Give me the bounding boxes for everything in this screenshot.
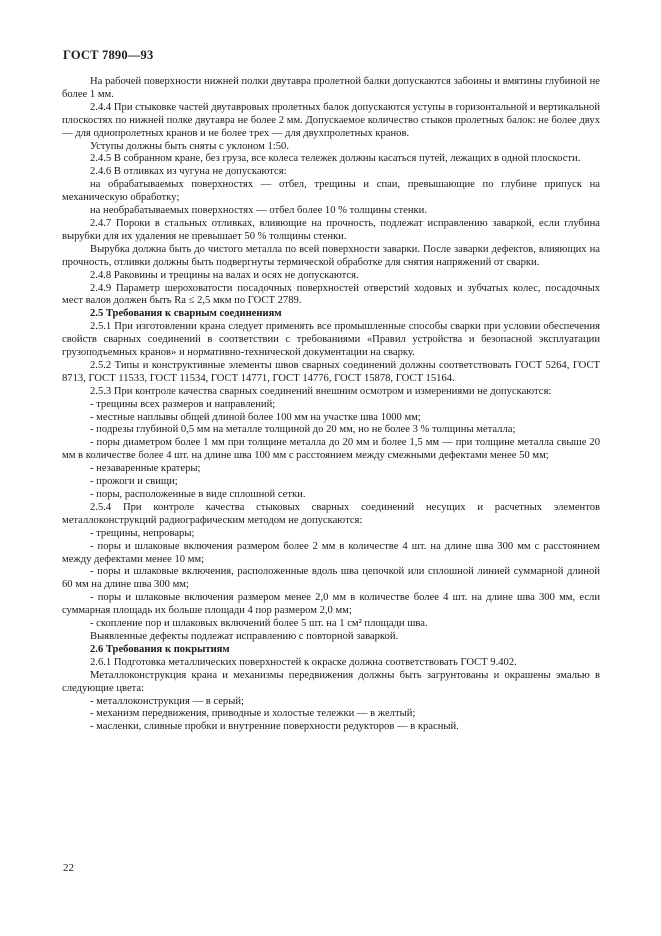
list-item: - трещины всех размеров и направлений; [90, 398, 276, 410]
list-item: - трещины, непровары; [90, 527, 195, 539]
paragraph: 2.4.6 В отливках из чугуна не допускаются: [90, 166, 287, 178]
paragraph: 2.4.4 При стыковке частей двутавровых пролетных балок допускаются уступы в горизонтальной и вертикальной плоскостях по нижней полке двутавра не более 2 мм. Допускаемое количество стыков пролетных балок: не более двух — для однопролетных кранов и не более трех — для двухпролетных кранов. [62, 101, 600, 139]
paragraph: на необрабатываемых поверхностях — отбел более 10 % толщины стенки. [90, 205, 427, 217]
paragraph: 2.4.8 Раковины и трещины на валах и осях не допускаются. [90, 269, 359, 281]
paragraph: Вырубка должна быть до чистого металла по всей поверхности заварки. После заварки дефектов, влияющих на прочность, отливки должны быть подвергнуты термической обработке для снятия напряжений от сварки. [62, 243, 600, 268]
list-item: - поры и шлаковые включения размером менее 2,0 мм в количестве более 4 шт. на длине шва 300 мм, если суммарная площадь их больше площади 4 пор размером 2,0 мм; [62, 592, 600, 617]
list-item: - масленки, сливные пробки и внутренние поверхности редукторов — в красный. [90, 721, 459, 733]
paragraph: На рабочей поверхности нижней полки двутавра пролетной балки допускаются забоины и вмятины глубиной не более 1 мм. [62, 76, 600, 100]
paragraph: 2.4.5 В собранном кране, без груза, все колеса тележек должны касаться путей, лежащих в одной плоскости. [90, 153, 581, 165]
list-item: - поры, расположенные в виде сплошной сетки. [90, 489, 306, 500]
paragraph: 2.5.1 При изготовлении крана следует применять все промышленные способы сварки при условии обеспечения свойств сварных соединений в соответствии с требованиями «Правил устройства и безопасной эксплуатации грузоподъемных кранов» и нормативно-технической документации на сварку. [62, 321, 600, 359]
page-number: 22 [63, 862, 74, 874]
list-item: - подрезы глубиной 0,5 мм на металле толщиной до 20 мм, но не более 3 % толщины металла; [90, 424, 516, 436]
list-item: - незаваренные кратеры; [90, 463, 201, 475]
paragraph: 2.4.9 Параметр шероховатости посадочных поверхностей отверстий ходовых и зубчатых колес, посадочных мест валов должен быть Ra ≤ 2,5 мкм по ГОСТ 2789. [62, 282, 600, 307]
page-header: ГОСТ 7890—93 [63, 48, 154, 62]
paragraph: Выявленные дефекты подлежат исправлению с повторной заваркой. [90, 630, 399, 642]
paragraph: 2.4.7 Пороки в стальных отливках, влияющие на прочность, подлежат исправлению заваркой, если глубина вырубки для их удаления не превышает 50 % толщины стенки. [62, 217, 600, 242]
paragraph: 2.5.3 При контроле качества сварных соединений внешним осмотром и измерениями не допускаются: [90, 385, 552, 397]
list-item: - местные наплывы общей длиной более 100 мм на участке шва 1000 мм; [90, 411, 421, 423]
paragraph: на обрабатываемых поверхностях — отбел, трещины и спаи, превышающие по глубине припуск на механическую обработку; [62, 179, 600, 204]
paragraph: 2.5.4 При контроле качества стыковых сварных соединений несущих и расчетных элементов металлоконструкций радиографическим методом не допускаются: [62, 501, 600, 526]
list-item: - поры и шлаковые включения размером более 2 мм в количестве 4 шт. на длине шва 300 мм с расстоянием между дефектами менее 10 мм; [62, 540, 600, 565]
paragraph: 2.6.1 Подготовка металлических поверхностей к окраске должна соответствовать ГОСТ 9.402. [90, 656, 517, 668]
list-item: - скопление пор и шлаковых включений более 5 шт. на 1 см² площади шва. [90, 618, 428, 630]
paragraph: Уступы должны быть сняты с уклоном 1:50. [90, 140, 289, 152]
section-heading: 2.5 Требования к сварным соединениям [90, 308, 282, 320]
list-item: - механизм передвижения, приводные и холостые тележки — в желтый; [90, 708, 416, 720]
paragraph: Металлоконструкция крана и механизмы передвижения должны быть загрунтованы и окрашены эмалью в следующие цвета: [62, 669, 600, 694]
list-item: - поры и шлаковые включения, расположенные вдоль шва цепочкой или сплошной линией суммарной длиной 60 мм на длине шва 300 мм; [62, 566, 600, 591]
paragraph: 2.5.2 Типы и конструктивные элементы швов сварных соединений должны соответствовать ГОСТ 5264, ГОСТ 8713, ГОСТ 11533, ГОСТ 11534, ГОСТ 14771, ГОСТ 14776, ГОСТ 15878, ГОСТ 15164. [62, 359, 600, 384]
list-item: - металлоконструкция — в серый; [90, 695, 244, 707]
list-item: - поры диаметром более 1 мм при толщине металла до 20 мм и более 1,5 мм — при толщине металла свыше 20 мм в количестве более 4 шт. на длине шва 100 мм с расстоянием между смежными дефектами менее 50 мм; [62, 437, 600, 462]
document-body [62, 76, 600, 734]
list-item: - прожоги и свищи; [90, 476, 178, 488]
section-heading: 2.6 Требования к покрытиям [90, 643, 230, 655]
